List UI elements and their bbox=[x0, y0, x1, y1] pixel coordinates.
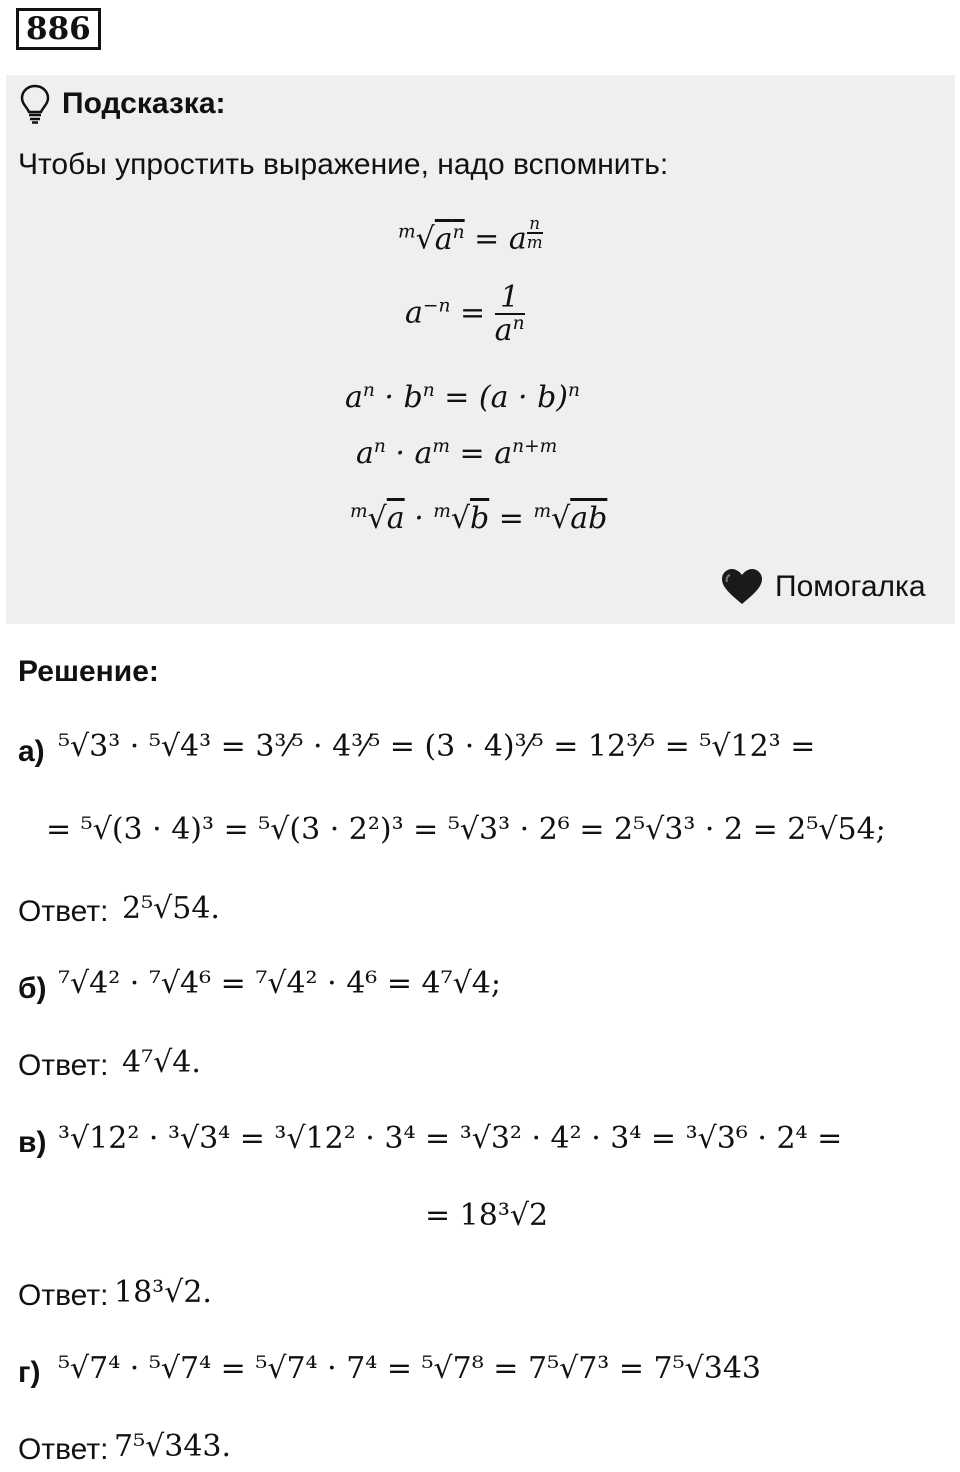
hint-formula-2: $a^{-n}$ = $\frac{1}{a^n}$ bbox=[405, 280, 525, 348]
part-b-line-1: ⁷√4² · ⁷√4⁶ = ⁷√4² · 4⁶ = 4⁷√4; bbox=[58, 966, 501, 1001]
part-b-answer: 4⁷√4. bbox=[122, 1045, 201, 1080]
hint-formula-4: $a^n \cdot a^m = a^{n+m}$ bbox=[356, 436, 558, 471]
part-v-answer-label: Ответ: bbox=[18, 1279, 109, 1312]
hint-formula-1: $^m√a^n = a$ $^{\frac{n}{m}}$ bbox=[398, 213, 543, 257]
part-v-label: в) bbox=[18, 1126, 47, 1159]
part-v-line-1: ³√12² · ³√3⁴ = ³√12² · 3⁴ = ³√3² · 4² · 3⁴ = ³√3⁶ · 2⁴ = bbox=[58, 1121, 843, 1156]
part-a-line-1: ⁵√3³ · ⁵√4³ = 3³⁄⁵ · 4³⁄⁵ = (3 · 4)³⁄⁵ = 12³⁄⁵ = ⁵√12³ = bbox=[58, 729, 816, 764]
problem-number: 886 bbox=[16, 8, 101, 50]
lightbulb-icon bbox=[20, 84, 50, 124]
hint-intro: Чтобы упростить выражение, надо вспомнить: bbox=[18, 148, 669, 181]
part-b-label: б) bbox=[18, 972, 47, 1005]
part-g-answer: 7⁵√343. bbox=[114, 1429, 232, 1464]
part-v-answer: 18³√2. bbox=[114, 1275, 212, 1310]
part-v-line-2: = 18³√2 bbox=[425, 1198, 549, 1233]
hint-title: Подсказка: bbox=[62, 87, 226, 120]
part-a-line-2: = ⁵√(3 · 4)³ = ⁵√(3 · 2²)³ = ⁵√3³ · 2⁶ = 2⁵√3³ · 2 = 2⁵√54; bbox=[46, 812, 886, 847]
brand-label: Помогалка bbox=[775, 570, 926, 603]
part-a-answer: 2⁵√54. bbox=[122, 891, 220, 926]
part-a-label: а) bbox=[18, 735, 45, 768]
hint-formula-3: $a^n \cdot b^n = (a \cdot b)^n$ bbox=[345, 380, 580, 415]
part-g-line-1: ⁵√7⁴ · ⁵√7⁴ = ⁵√7⁴ · 7⁴ = ⁵√7⁸ = 7⁵√7³ = 7⁵√343 bbox=[58, 1351, 762, 1386]
solution-title: Решение: bbox=[18, 655, 159, 688]
part-a-answer-label: Ответ: bbox=[18, 895, 109, 928]
part-g-label: г) bbox=[18, 1356, 41, 1389]
part-g-answer-label: Ответ: bbox=[18, 1433, 109, 1466]
hint-formula-5: $^m$√a · $^m$√b = $^m$√ab bbox=[350, 501, 608, 536]
heart-icon bbox=[720, 568, 764, 606]
part-b-answer-label: Ответ: bbox=[18, 1049, 109, 1082]
